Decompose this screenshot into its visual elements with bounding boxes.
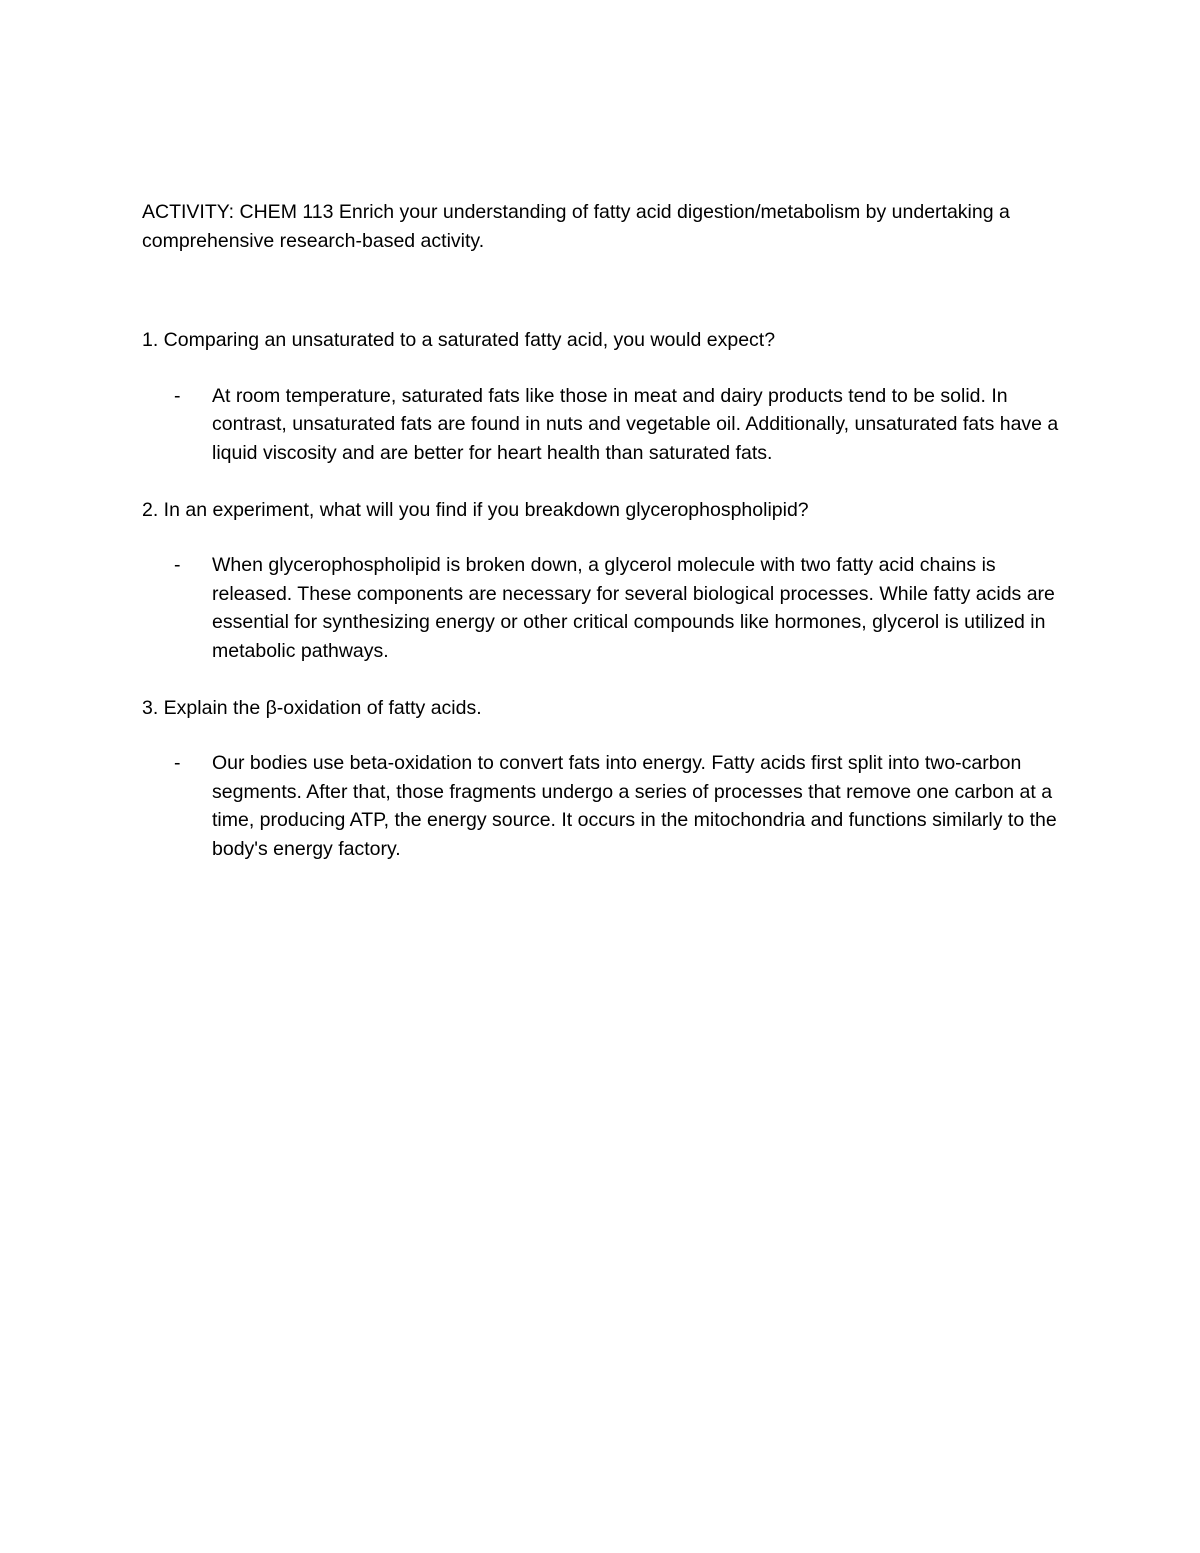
activity-title: ACTIVITY: CHEM 113 Enrich your understanding of fatty acid digestion/metabolism by undertaking a comprehensive research-based activity. bbox=[142, 201, 1010, 252]
answer-3-text: Our bodies use beta-oxidation to convert fats into energy. Fatty acids first split into two-carbon segments. After that, those fragments undergo a series of processes that remove one carbon at a time, producing ATP, the energy source. It occurs in the mitochondria and functions similarly to the body's energy factory. bbox=[212, 752, 1057, 860]
question-3-text: 3. Explain the β-oxidation of fatty acids. bbox=[142, 696, 482, 719]
answer-1-bullet: - bbox=[174, 384, 181, 407]
answer-3 bbox=[142, 749, 1072, 863]
question-1 bbox=[142, 326, 1072, 467]
answer-2-bullet: - bbox=[174, 554, 181, 577]
question-2 bbox=[142, 496, 1072, 666]
answer-2 bbox=[142, 551, 1072, 665]
question-2-text: 2. In an experiment, what will you find if you breakdown glycerophospholipid? bbox=[142, 498, 809, 521]
answer-1-text: At room temperature, saturated fats like those in meat and dairy products tend to be solid. In contrast, unsaturated fats are found in nuts and vegetable oil. Additionally, unsaturated fats have a liquid viscosity and are better for heart health than saturated fats. bbox=[212, 384, 1059, 464]
answer-2-text: When glycerophospholipid is broken down, a glycerol molecule with two fatty acid chains is released. These components are necessary for several biological processes. While fatty acids are essential for synthesizing energy or other critical compounds like hormones, glycerol is utilized in metabolic pathways. bbox=[212, 554, 1055, 662]
answer-3-bullet: - bbox=[174, 752, 181, 775]
document-body bbox=[142, 198, 1072, 864]
answer-1 bbox=[142, 382, 1072, 468]
question-1-text: 1. Comparing an unsaturated to a saturated fatty acid, you would expect? bbox=[142, 329, 776, 352]
question-3 bbox=[142, 694, 1072, 864]
